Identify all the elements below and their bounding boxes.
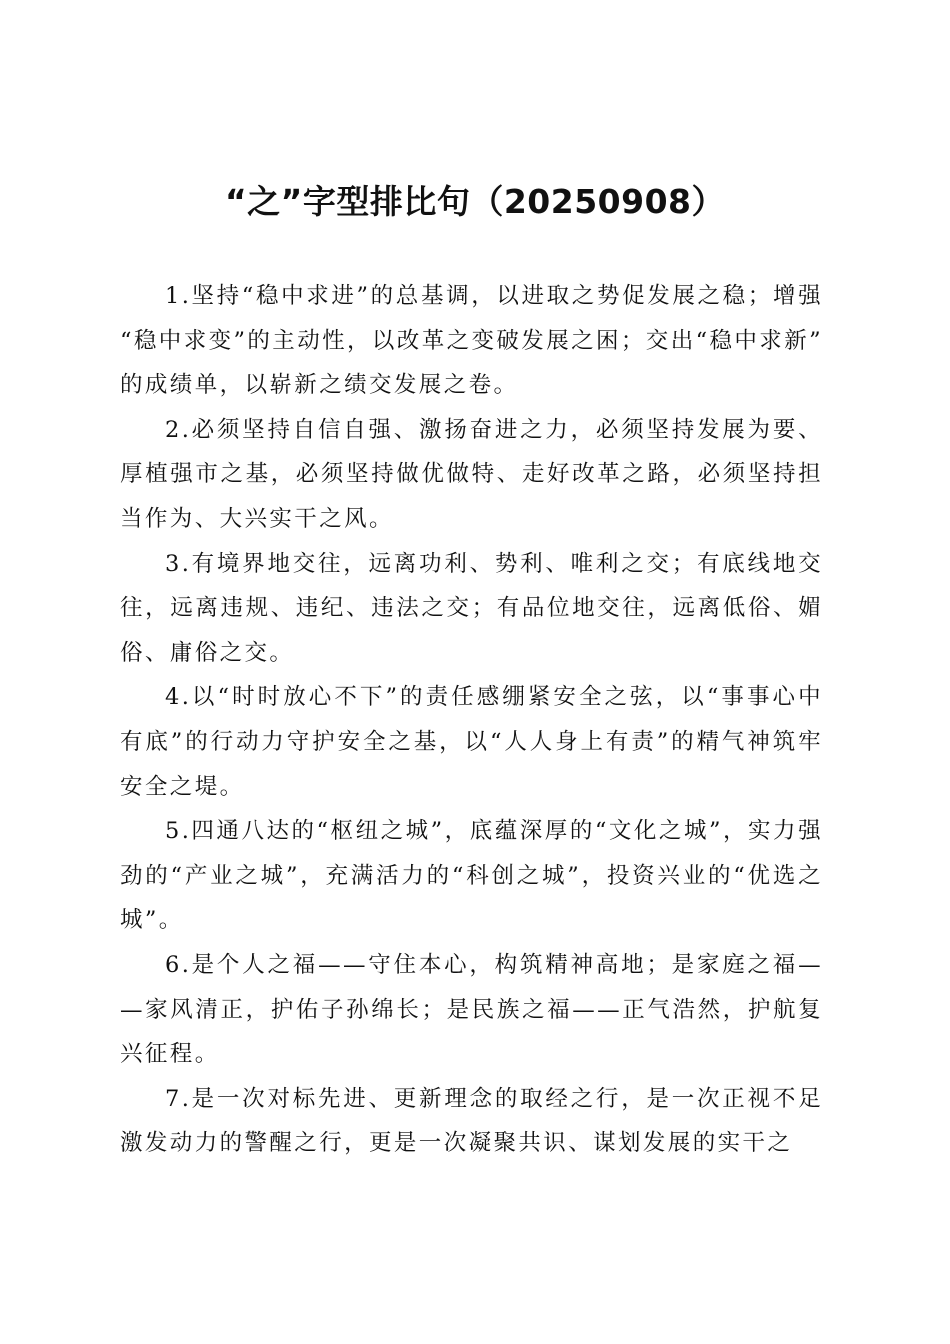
paragraph-6: 6.是个人之福——守住本心，构筑精神高地；是家庭之福——家风清正，护佑子孙绵长；是民族之福——正气浩然，护航复兴征程。 (120, 951, 823, 1068)
paragraph-4: 4.以“时时放心不下”的责任感绷紧安全之弦，以“事事心中有底”的行动力守护安全之基，以“人人身上有责”的精气神筑牢安全之堤。 (120, 684, 823, 800)
document-body (120, 274, 823, 1174)
paragraph-5: 5.四通八达的“枢纽之城”，底蕴深厚的“文化之城”，实力强劲的“产业之城”，充满活力的“科创之城”，投资兴业的“优选之城”。 (120, 818, 823, 934)
paragraph-2: 2.必须坚持自信自强、激扬奋进之力，必须坚持发展为要、厚植强市之基，必须坚持做优做特、走好改革之路，必须坚持担当作为、大兴实干之风。 (120, 416, 823, 532)
paragraph-7: 7.是一次对标先进、更新理念的取经之行，是一次正视不足激发动力的警醒之行，更是一次凝聚共识、谋划发展的实干之 (120, 1085, 823, 1157)
document-title: “之”字型排比句（20250908） (224, 182, 726, 221)
paragraph-1: 1.坚持“稳中求进”的总基调，以进取之势促发展之稳；增强“稳中求变”的主动性，以改革之变破发展之困；交出“稳中求新”的成绩单，以崭新之绩交发展之卷。 (120, 283, 823, 399)
paragraph-3: 3.有境界地交往，远离功利、势利、唯利之交；有底线地交往，远离违规、违纪、违法之交；有品位地交往，远离低俗、媚俗、庸俗之交。 (120, 550, 823, 666)
